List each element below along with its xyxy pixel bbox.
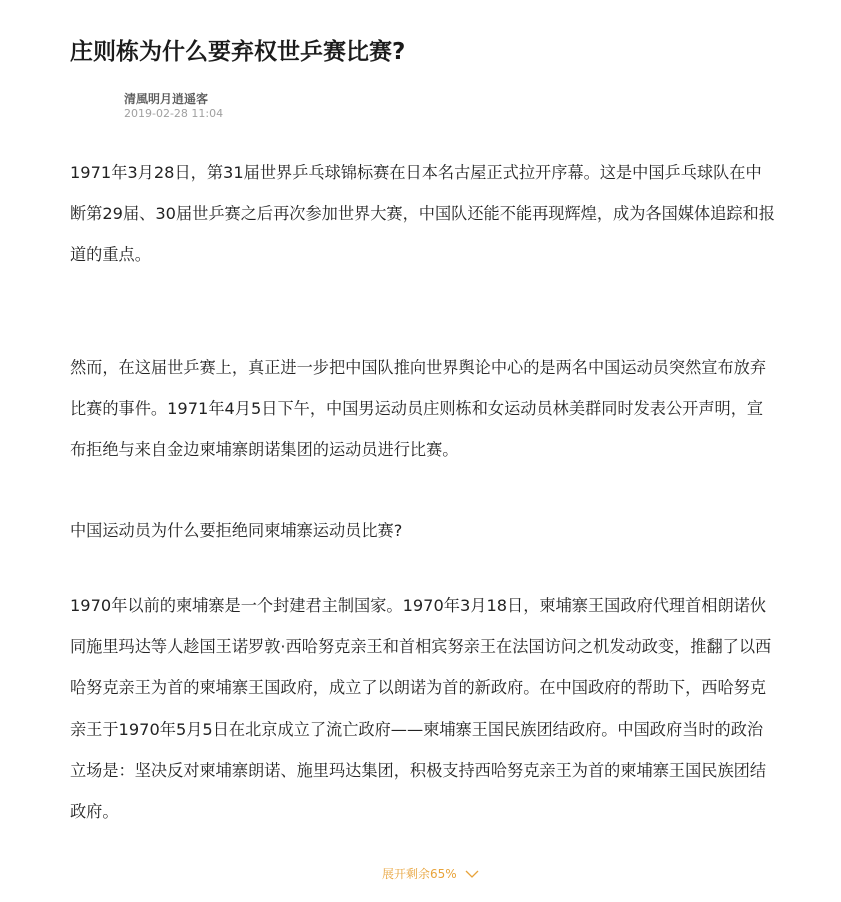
publish-date: 2019-02-28 11:04 (124, 107, 224, 120)
article-paragraph: 1970年以前的柬埔寨是一个封建君主制国家。1970年3月18日，柬埔寨王国政府代理首相朗诺伙同施里玛达等人趁国王诺罗敦·西哈努克亲王和首相宾努亲王在法国访问之机发动政变，推翻了以西哈努克亲王为首的柬埔寨王国政府，成立了以朗诺为首的新政府。在中国政府的帮助下，西哈努克亲王于1970年5月5日在北京成立了流亡政府——柬埔寨王国民族团结政府。中国政府当时的政治立场是：坚决反对柬埔寨朗诺、施里玛达集团，积极支持西哈努克亲王为首的柬埔寨王国民族团结政府。 (70, 596, 772, 822)
article-title: 庄则栋为什么要弃权世乒赛比赛? (70, 39, 406, 65)
author-name[interactable]: 清風明月逍遥客 (124, 92, 209, 106)
author-info (124, 92, 223, 121)
chevron-down-icon (465, 870, 479, 878)
expand-label: 展开剩余65% (382, 867, 457, 881)
article-paragraph: 然而，在这届世乒赛上，真正进一步把中国队推向世界舆论中心的是两名中国运动员突然宣布放弃比赛的事件。1971年4月5日下午，中国男运动员庄则栋和女运动员林美群同时发表公开声明，宣布拒绝与来自金边柬埔寨朗诺集团的运动员进行比赛。 (70, 358, 767, 460)
article-paragraph: 1971年3月28日，第31届世界乒乓球锦标赛在日本名古屋正式拉开序幕。这是中国乒乓球队在中断第29届、30届世乒赛之后再次参加世界大赛，中国队还能不能再现辉煌，成为各国媒体追踪和报道的重点。 (70, 163, 775, 265)
article-subheading: 中国运动员为什么要拒绝同柬埔寨运动员比赛? (70, 521, 403, 540)
expand-remaining-button[interactable] (382, 864, 479, 884)
